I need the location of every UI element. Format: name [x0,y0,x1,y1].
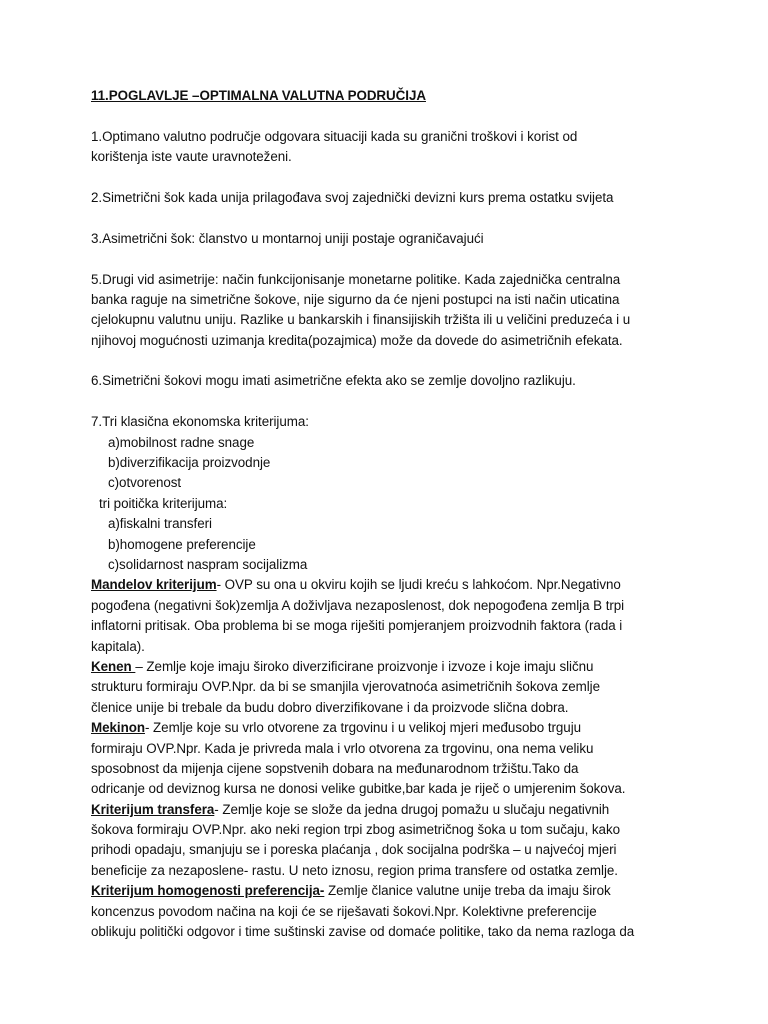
list-item: a)mobilnost radne snage [108,434,255,450]
text-span: - Zemlje koje se slože da jedna drugoj pomažu u slučaju negativnih [214,801,610,817]
text-line: cjelokupnu valutnu uniju. Razlike u bankarskih i finansijiskih tržišta ili u veličini preduzeća i u [91,312,631,328]
criterion-keyword: Kenen [91,658,136,674]
criteria-intro: 7.Tri klasična ekonomska kriterijuma: [91,414,309,430]
text-line [91,657,691,677]
text-line: šokova formiraju OVP.Npr. ako neki region trpi zbog asimetričnog šoka u tom sučaju, kako [91,822,621,838]
text-line: beneficije za nezaposlene- rastu. U neto iznosu, region prima transfere od ostatka zemlje. [91,862,618,878]
list-item: b)homogene preferencije [108,536,256,552]
text-line: oblikuju politički odgovor i time suštinski zavise od domaće politike, tako da nema razloga da [91,924,635,940]
political-criteria-intro: tri poitička kriterijuma: [99,495,228,511]
text-line: pogođena (negativni šok)zemlja A doživljava nezaposlenost, dok nepogođena zemlja B trpi [91,597,625,613]
mundell-criterion [91,575,691,657]
chapter-title: 11.POGLAVLJE –OPTIMALNA VALUTNA PODRUČIJA [91,88,426,103]
paragraph-1 [91,127,691,168]
spacer [91,392,691,412]
text-line: 1.Optimano valutno područje odgovara situaciji kada su granični troškovi i korist od [91,128,578,144]
text-line: prihodi opadaju, smanjuju se i poreska plaćanja , dok socijalna podrška – u najvećoj mjeri [91,842,617,858]
paragraph-2: 2.Simetrični šok kada unija prilagođava svoj zajednički devizni kurs prema ostatku svijeta [91,189,614,205]
spacer [91,249,691,269]
spacer [91,208,691,228]
spacer [91,168,691,188]
text-line [91,575,691,595]
text-line: banka raguje na simetrične šokove, nije sigurno da će njeni postupci na isti način uticatina [91,291,620,307]
homogeneity-criterion [91,881,691,942]
text-line: odricanje od deviznog kursa ne donosi velike gubitke,bar kada je riječ o umjerenim šokova. [91,781,626,797]
paragraph-7-criteria [91,412,691,575]
mckinnon-criterion [91,718,691,800]
list-item: c)solidarnost naspram socijalizma [108,556,308,572]
text-line: koncenzus povodom načina na koji će se riješavati šokovi.Npr. Kolektivne preferencije [91,903,597,919]
text-span: - OVP su ona u okviru kojih se ljudi kreću s lahkoćom. Npr.Negativno [216,577,621,593]
kenen-criterion [91,657,691,718]
text-span: - Zemlje koje su vrlo otvorene za trgovinu i u velikoj mjeri međusobo trguju [144,720,582,736]
criterion-keyword: Kriterijum homogenosti preferencija- [91,883,325,899]
document-page [91,86,691,942]
paragraph-6: 6.Simetrični šokovi mogu imati asimetrične efekta ako se zemlje dovoljno razlikuju. [91,373,576,389]
text-span: – Zemlje koje imaju široko diverzificirane proizvonje i izvoze i koje imaju sličnu [135,658,594,674]
text-line: strukturu formiraju OVP.Npr. da bi se smanjila vjerovatnoća asimetričnih šokova zemlje [91,679,600,695]
text-line: členice unije bi trebale da budu dobro diverzifikovane i da proizvode slična dobra. [91,699,569,715]
text-line: 5.Drugi vid asimetrije: način funkcijonisanje monetarne politike. Kada zajednička centralna [91,271,621,287]
criterion-keyword: Kriterijum transfera [91,801,215,817]
spacer [91,351,691,371]
text-line [91,881,691,901]
text-line: sposobnost da mijenja cijene sopstvenih dobara na međunarodnom tržištu.Tako da [91,760,579,776]
text-line: korištenja iste vaute uravnoteženi. [91,149,292,165]
list-item: b)diverzifikacija proizvodnje [108,455,271,471]
criterion-keyword: Mandelov kriterijum [91,577,217,593]
criterion-keyword: Mekinon [91,720,145,736]
spacer [91,106,691,126]
text-line: formiraju OVP.Npr. Kada je privreda mala i vrlo otvorena za trgovinu, ona nema veliku [91,740,594,756]
paragraph-3: 3.Asimetrični šok: članstvo u montarnoj uniji postaje ograničavajući [91,230,484,246]
text-line: njihovoj mogućnosti uzimanja kredita(pozajmica) može da dovede do asimetričnih efekata. [91,332,623,348]
transfer-criterion [91,800,691,882]
list-item: c)otvorenost [108,475,182,491]
text-line [91,718,691,738]
text-line: kapitala). [91,638,145,654]
list-item: a)fiskalni transferi [108,516,212,532]
paragraph-5 [91,270,691,352]
text-line: inflatorni pritisak. Oba problema bi se moga riješiti pomjeranjem proizvodnih faktora (rada i [91,618,623,634]
text-line [91,800,691,820]
text-span: Zemlje članice valutne unije treba da imaju širok [324,883,611,899]
